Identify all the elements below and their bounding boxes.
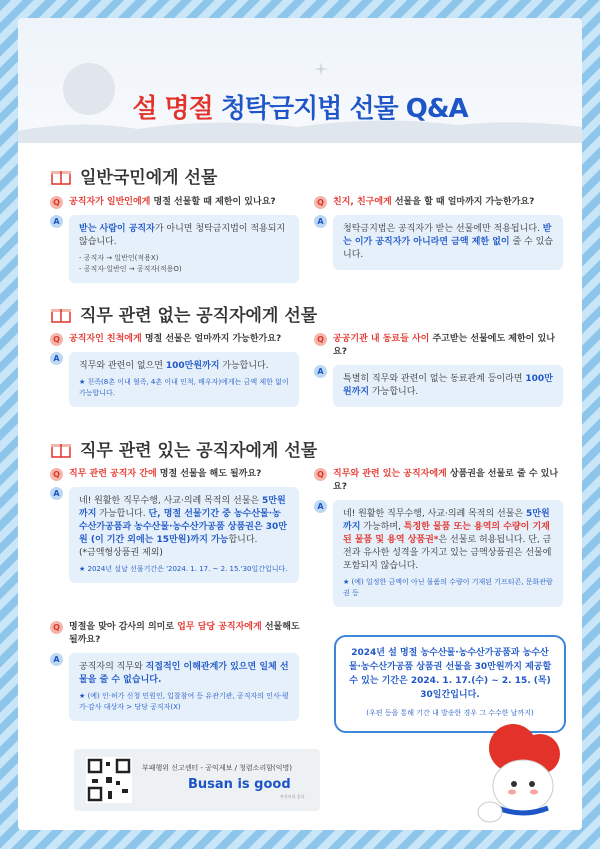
qa-item bbox=[314, 468, 566, 607]
gift-icon bbox=[50, 440, 72, 458]
title-part2: 청탁금지법 선물 Q&A bbox=[220, 94, 468, 124]
a-badge: A bbox=[50, 215, 63, 228]
a-badge: A bbox=[314, 215, 327, 228]
page-title bbox=[18, 88, 582, 125]
q-text: 명절 선물은 얼마까지 가능한가요? bbox=[141, 334, 282, 344]
bubble-sub: (우편 등을 통해 기간 내 발송한 경우 그 수수한 날까지) bbox=[366, 709, 534, 717]
q-text: 선물을 할 때 얼마까지 가능한가요? bbox=[391, 197, 535, 207]
a-badge: A bbox=[50, 352, 63, 365]
a-note: ★ 친족(8촌 이내 혈족, 4촌 이내 인척, 배우자)에게는 금액 제한 없이 가능합니다. bbox=[79, 378, 289, 397]
a-text: 가능합니다. bbox=[369, 387, 419, 397]
q-badge: Q bbox=[50, 621, 63, 634]
a-highlight: 5만원까지 bbox=[79, 496, 286, 519]
a-text: 줄 수 있습니다. bbox=[343, 237, 553, 260]
q-highlight: 공직자인 친척에게 bbox=[69, 334, 142, 344]
footer-bar bbox=[74, 749, 320, 811]
a-badge: A bbox=[314, 500, 327, 513]
q-highlight: 친지, 친구에게 bbox=[333, 197, 392, 207]
a-text: 합니다. bbox=[228, 535, 258, 545]
q-text: 주고받는 선물에도 제한이 있나요? bbox=[333, 334, 555, 357]
q-highlight: 공공기관 내 동료들 사이 bbox=[333, 334, 430, 344]
section-heading-text: 직무 관련 없는 공직자에게 선물 bbox=[80, 306, 318, 326]
q-highlight: 직무 관련 공직자 간에 bbox=[69, 469, 157, 479]
q-badge: Q bbox=[314, 196, 327, 209]
a-badge: A bbox=[50, 653, 63, 666]
q-highlight: 직무와 관련 있는 공직자에게 bbox=[333, 469, 447, 479]
q-text: 선물해도 될까요? bbox=[69, 622, 300, 645]
a-text: 특별히 직무와 관련이 없는 동료관계 등이라면 bbox=[343, 374, 526, 384]
footer-text: 부패행위 신고센터 - 공익제보 / 청렴소리함(익명) bbox=[142, 764, 292, 772]
a-text: 청탁금지법은 공직자가 받는 선물에만 적용됩니다. bbox=[343, 224, 540, 234]
qa-item bbox=[50, 468, 302, 583]
q-highlight: 공직자가 일반인에게 bbox=[69, 197, 151, 207]
brand-sub: 부산이라 좋다 bbox=[280, 794, 305, 799]
qa-item bbox=[314, 333, 566, 407]
bubble-text: 2024년 설 명절 농수산물·농수산가공품과 농수산물·농수산가공품 상품권 선물을 30만원까지 제공할 수 있는 기간은 2024. 1. 17.(수) ~ 2. 15. (목) 30일간입니다. bbox=[348, 648, 552, 700]
qa-item bbox=[50, 621, 302, 721]
a-note: ★ (예) 인·허가 신청 민원인, 입찰참여 등 유관기관, 공직자의 인사·평가·감사 대상자 > 당당 공직자(X) bbox=[79, 692, 289, 711]
q-badge: Q bbox=[50, 196, 63, 209]
qa-item bbox=[50, 333, 302, 407]
q-badge: Q bbox=[314, 468, 327, 481]
mascot-icon bbox=[468, 718, 578, 828]
section-heading-text: 일반국민에게 선물 bbox=[80, 168, 218, 188]
a-highlight: 특정한 물품 또는 용역의 수량이 기재된 물품 및 용역 상품권* bbox=[343, 522, 550, 545]
qa-item bbox=[314, 196, 566, 270]
a-text: 네! 원활한 직무수행, 사교·의례 목적의 선물은 bbox=[343, 509, 526, 519]
a-text: 공직자의 직무와 bbox=[79, 662, 146, 672]
q-text: 상품권을 선물로 줄 수 있나요? bbox=[333, 469, 559, 492]
section-heading bbox=[50, 301, 317, 326]
star-icon bbox=[314, 62, 328, 76]
a-line: - 공직자·일반인 → 공직자(적용O) bbox=[79, 265, 182, 273]
q-text: 명절을 맞아 감사의 의미로 bbox=[69, 622, 178, 632]
a-badge: A bbox=[50, 487, 63, 500]
a-text: 가 아니면 청탁금지법이 적용되지 않습니다. bbox=[79, 224, 286, 247]
q-badge: Q bbox=[50, 468, 63, 481]
a-highlight: 5만원까지 bbox=[343, 509, 550, 532]
section-heading bbox=[50, 163, 217, 188]
poster bbox=[18, 18, 582, 830]
hero-banner bbox=[18, 18, 582, 143]
q-badge: Q bbox=[50, 333, 63, 346]
qa-item bbox=[50, 196, 302, 283]
section-heading bbox=[50, 436, 317, 461]
a-text: 직무와 관련이 없으면 bbox=[79, 361, 166, 371]
a-note: ★ (예) 일정한 금액이 아닌 물품의 수량이 기재된 기프티콘, 문화관람권 등 bbox=[343, 578, 553, 597]
a-highlight: 단, 명절 선물기간 중 농수산물·농수산가공품과 농수산물·농수산가공품 상품권은 30만원 (이 기간 외에는 15만원)까지 가능 bbox=[79, 509, 287, 545]
a-highlight: 100만원까지 bbox=[165, 361, 220, 371]
a-highlight: 받는 사람이 공직자 bbox=[79, 224, 155, 234]
q-badge: Q bbox=[314, 333, 327, 346]
section-heading-text: 직무 관련 있는 공직자에게 선물 bbox=[80, 441, 318, 461]
gift-icon bbox=[50, 167, 72, 185]
a-highlight: 받는 이가 공직자가 아니라면 금액 제한 없이 bbox=[343, 224, 552, 247]
q-highlight: 업무 담당 공직자에게 bbox=[177, 622, 262, 632]
a-highlight: 100만원까지 bbox=[343, 374, 553, 397]
a-badge: A bbox=[314, 365, 327, 378]
a-text: 가능합니다. bbox=[96, 509, 146, 519]
a-text: 은 선물로 허용됩니다. 단, 금전과 유사한 성격을 가지고 있는 금액상품권은 선물에 포함되지 않습니다. bbox=[343, 535, 552, 571]
a-highlight: 직접적인 이해관계가 있으면 일체 선물을 줄 수 없습니다. bbox=[79, 662, 289, 685]
a-extra: (*금액형상품권 제외) bbox=[79, 548, 163, 558]
brand-logo: Busan is good bbox=[188, 777, 291, 792]
a-text: 가능하며, bbox=[360, 522, 404, 532]
a-text: 가능합니다. bbox=[219, 361, 269, 371]
qr-code[interactable] bbox=[86, 757, 132, 803]
q-text: 명절 선물할 때 제한이 있나요? bbox=[150, 197, 276, 207]
title-part1: 설 명절 bbox=[132, 94, 213, 124]
q-text: 명절 선물을 해도 될까요? bbox=[156, 469, 262, 479]
a-note: ★ 2024년 설날 선물기간은 '2024. 1. 17. ~ 2. 15.'30일간입니다. bbox=[79, 565, 288, 573]
a-text: 네! 원활한 직무수행, 사교·의례 목적의 선물은 bbox=[79, 496, 262, 506]
gift-icon bbox=[50, 305, 72, 323]
a-line: - 공직자 → 일반인(적용X) bbox=[79, 254, 159, 262]
